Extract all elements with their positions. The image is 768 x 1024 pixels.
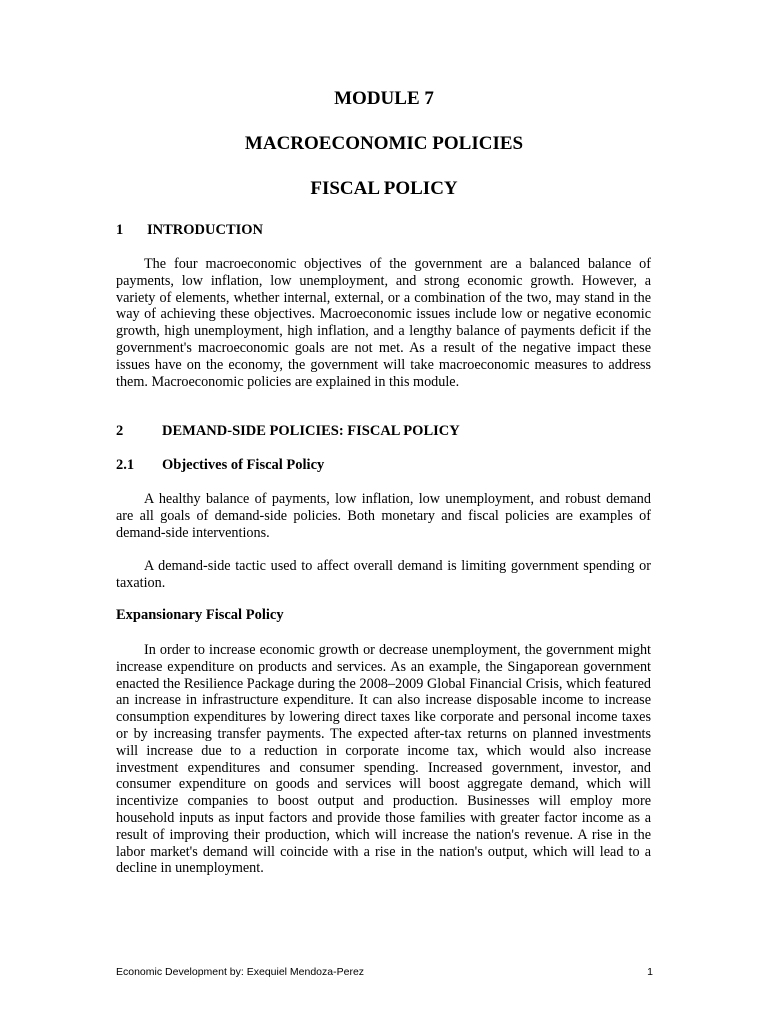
page-footer <box>116 966 653 978</box>
paragraph-demand-side-tactic: A demand-side tactic used to affect overall demand is limiting government spending or taxation. <box>116 558 651 591</box>
subheading-expansionary: Expansionary Fiscal Policy <box>116 607 284 623</box>
footer-author: Economic Development by: Exequiel Mendoza-Perez <box>116 966 365 978</box>
paragraph-demand-side-goals: A healthy balance of payments, low inflation, low unemployment, and robust demand are all goals of demand-side policies. Both monetary and fiscal policies are examples of demand-side interventions. <box>116 491 651 541</box>
section-title: DEMAND-SIDE POLICIES: FISCAL POLICY <box>162 423 460 439</box>
main-title: MACROECONOMIC POLICIES <box>244 133 524 154</box>
subsection-heading-objectives <box>116 457 324 474</box>
section-title: INTRODUCTION <box>147 222 264 238</box>
section-heading-introduction <box>116 222 263 239</box>
paragraph-expansionary: In order to increase economic growth or decrease unemployment, the government might increase expenditure on products and services. As an example, the Singaporean government enacted the Resilience Package during the 2008–2009 Global Financial Crisis, which featured an increase in infrastructure expenditure. It can also increase disposable income to increase consumption expenditures by lowering direct taxes like corporate and personal income taxes or by increasing transfer payments. The expected after-tax returns on planned investments will increase due to a reduction in corporate income tax, which would also increase investment expenditures and consumer spending. Increased government, investor, and consumer expenditure on goods and services will boost aggregate demand, which will incentivize companies to boost output and production. Businesses will employ more household inputs as input factors and provide those families with greater factor income as a result of improving their production, which will increase the nation's revenue. A rise in the labor market's demand will coincide with a rise in the nation's output, which will lead to a decline in unemployment. <box>116 642 651 877</box>
section-number: 2.1 <box>116 457 135 473</box>
section-title: Objectives of Fiscal Policy <box>162 457 325 473</box>
section-heading-demand-side <box>116 423 460 440</box>
page-number: 1 <box>647 966 653 978</box>
sub-title: FISCAL POLICY <box>310 178 458 199</box>
section-number: 1 <box>116 222 124 238</box>
paragraph-introduction: The four macroeconomic objectives of the government are a balanced balance of payments, low inflation, low unemployment, and strong economic growth. However, a variety of elements, whether internal, external, or a combination of the two, may stand in the way of achieving these objectives. Macroeconomic issues include low or negative economic growth, high unemployment, high inflation, and a lengthy balance of payments deficit if the government's macroeconomic goals are not met. As a result of the negative impact these issues have on the economy, the government will take macroeconomic measures to address them. Macroeconomic policies are explained in this module. <box>116 256 651 390</box>
section-number: 2 <box>116 423 124 439</box>
module-title: MODULE 7 <box>334 88 434 109</box>
